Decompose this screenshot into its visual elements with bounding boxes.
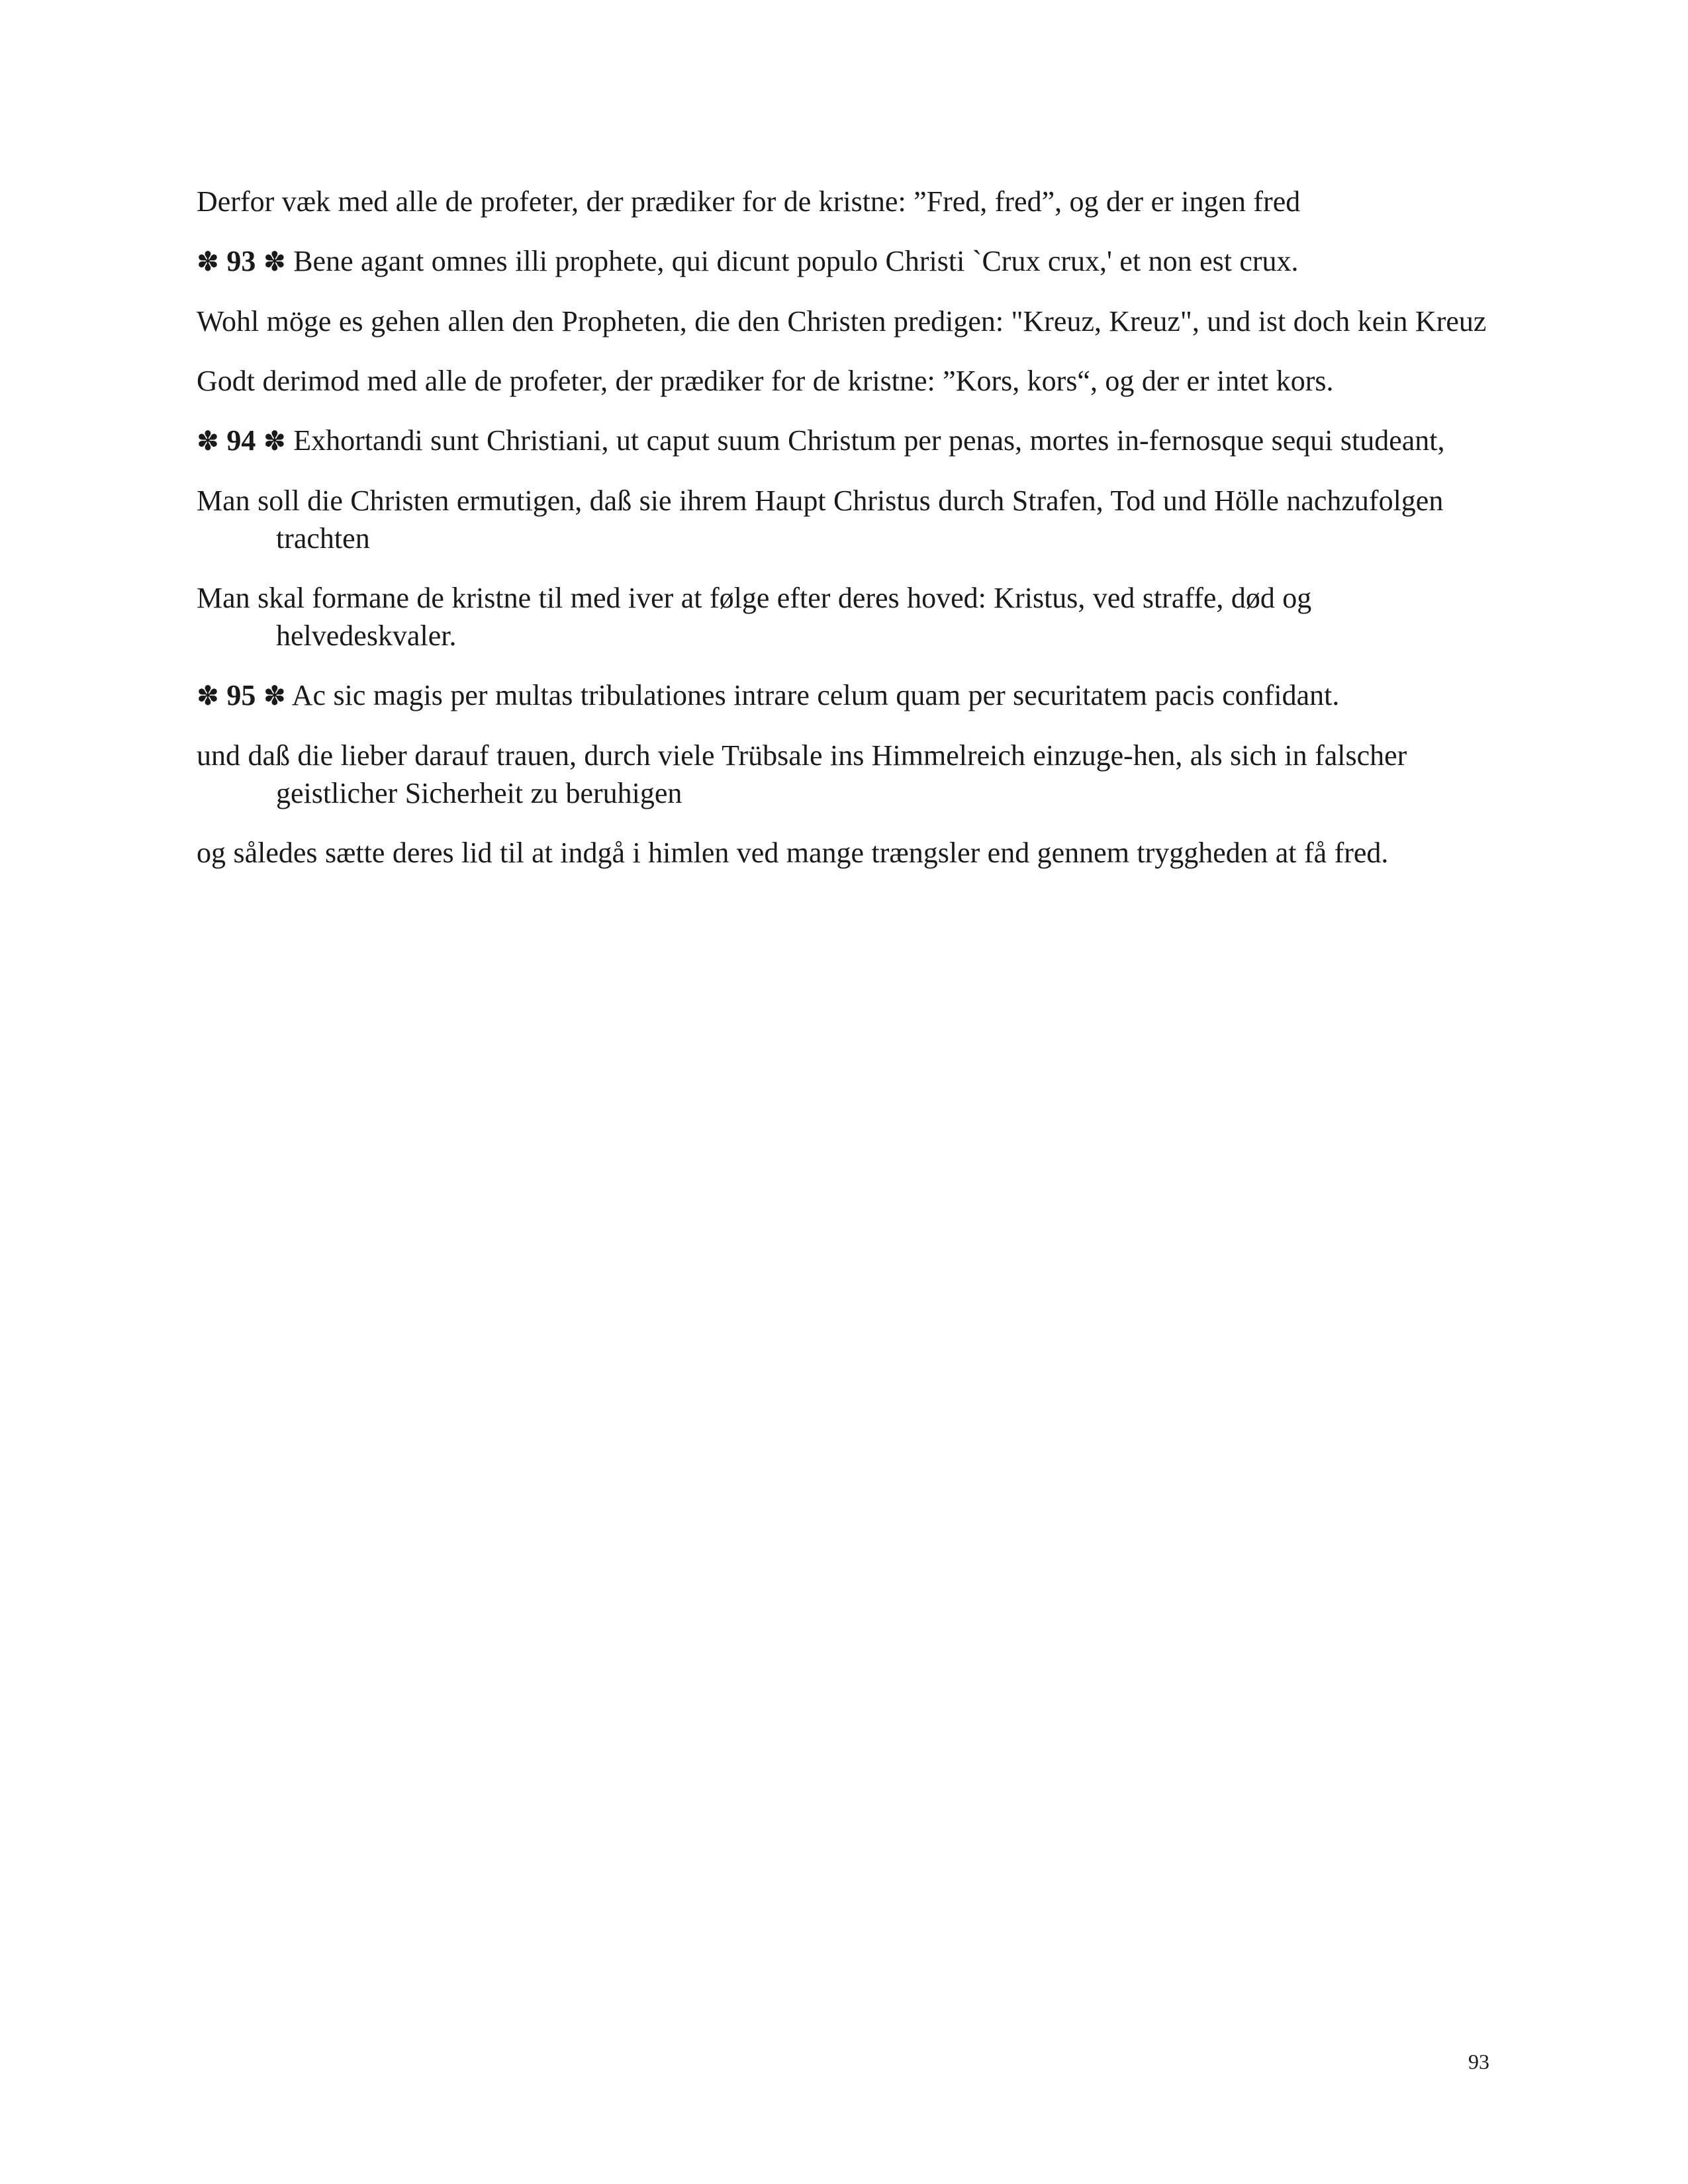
paragraph-text: Man soll die Christen ermutigen, daß sie ihrem Haupt Christus durch Strafen, Tod und Hölle nachzufolgen trachten <box>197 484 1444 555</box>
thesis-marker-95 <box>197 679 286 711</box>
paragraph-thesis-95-german <box>197 737 1487 812</box>
paragraph-derfor-vaek <box>197 183 1487 220</box>
paragraph-text: Derfor væk med alle de profeter, der prædiker for de kristne: ”Fred, fred”, og der er ingen fred <box>197 185 1301 218</box>
asterisk-icon-left: ✽ <box>197 247 219 277</box>
asterisk-icon-left: ✽ <box>197 681 219 711</box>
body-text-column <box>197 183 1487 872</box>
page-number: 93 <box>1468 2050 1489 2073</box>
thesis-number: 94 <box>226 424 256 457</box>
paragraph-thesis-93-german <box>197 302 1487 340</box>
paragraph-text: Man skal formane de kristne til med iver at følge efter deres hoved: Kristus, ved straffe, død og helvedeskvaler. <box>197 582 1312 652</box>
asterisk-icon-right: ✽ <box>263 247 286 277</box>
asterisk-icon-left: ✽ <box>197 426 219 456</box>
paragraph-thesis-93-danish <box>197 362 1487 400</box>
paragraph-text: und daß die lieber darauf trauen, durch viele Trübsale ins Himmelreich einzuge-hen, als sich in falscher geistlicher Sicherheit zu beruhigen <box>197 739 1407 809</box>
paragraph-thesis-93-latin <box>197 242 1487 281</box>
paragraph-thesis-94-danish <box>197 579 1487 655</box>
paragraph-text: Wohl möge es gehen allen den Propheten, die den Christen predigen: "Kreuz, Kreuz", und ist doch kein Kreuz <box>197 305 1487 338</box>
paragraph-thesis-95-danish <box>197 834 1487 872</box>
thesis-marker-93 <box>197 245 286 277</box>
paragraph-text: Exhortandi sunt Christiani, ut caput suum Christum per penas, mortes in-fernosque sequi studeant, <box>293 424 1445 457</box>
paragraph-thesis-94-german <box>197 482 1487 557</box>
paragraph-text: Godt derimod med alle de profeter, der prædiker for de kristne: ”Kors, kors“, og der er intet kors. <box>197 365 1334 397</box>
paragraph-thesis-95-latin <box>197 676 1487 715</box>
thesis-number: 95 <box>226 679 256 711</box>
paragraph-text: og således sætte deres lid til at indgå i himlen ved mange trængsler end gennem tryggheden at få fred. <box>197 837 1389 869</box>
paragraph-text: Ac sic magis per multas tribulationes intrare celum quam per securitatem pacis confidant. <box>291 679 1340 711</box>
thesis-marker-94 <box>197 424 286 457</box>
asterisk-icon-right: ✽ <box>263 681 286 711</box>
asterisk-icon-right: ✽ <box>263 426 286 456</box>
paragraph-text: Bene agant omnes illi prophete, qui dicunt populo Christi `Crux crux,' et non est crux. <box>293 245 1299 277</box>
thesis-number: 93 <box>226 245 256 277</box>
paragraph-thesis-94-latin <box>197 422 1487 460</box>
